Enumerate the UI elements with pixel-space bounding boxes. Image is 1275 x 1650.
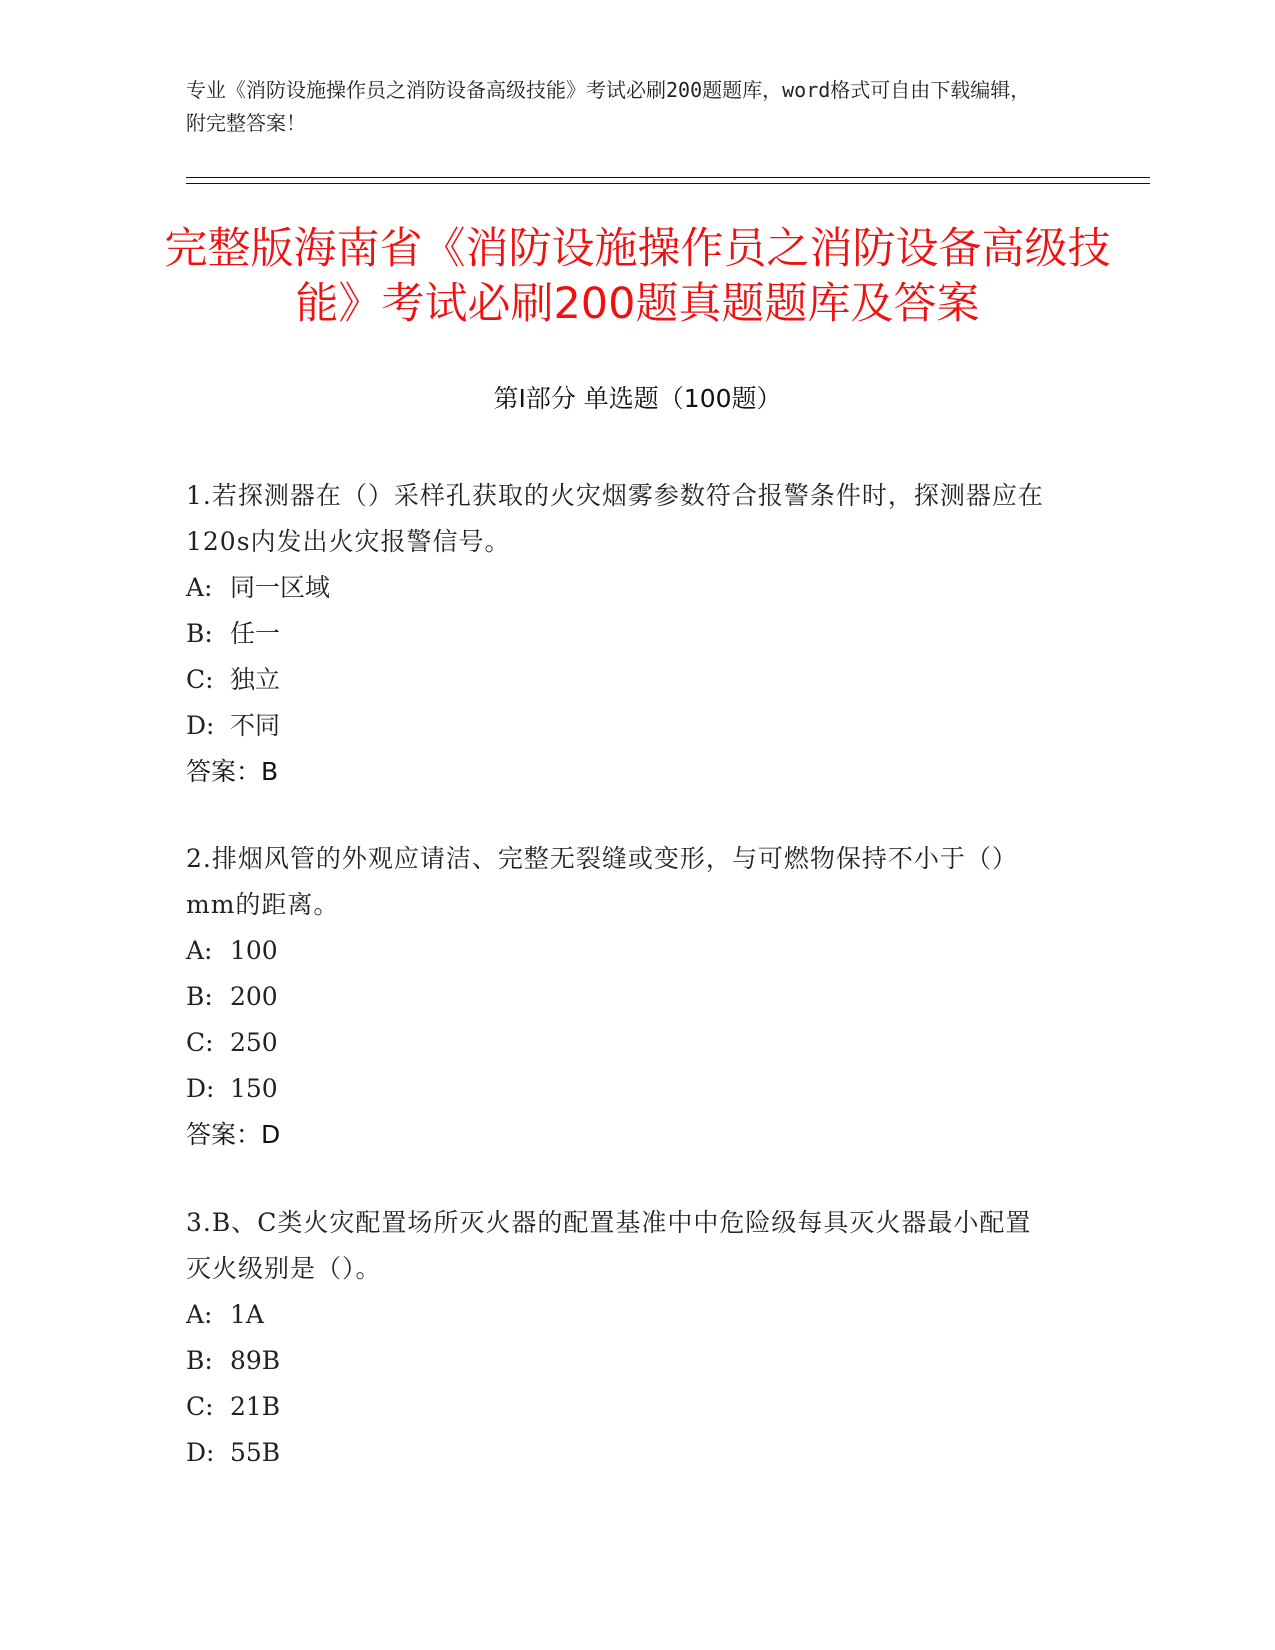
option-letter: A: (186, 573, 213, 602)
option-text: 250 (230, 1028, 278, 1057)
option-d (186, 1066, 1056, 1112)
section-heading: 第Ⅰ部分 单选题（100题） (493, 384, 782, 413)
option-letter: D: (186, 711, 215, 740)
document-title: 完整版海南省《消防设施操作员之消防设备高级技能》考试必刷200题真题题库及答案 (164, 224, 1111, 329)
option-text: 150 (230, 1074, 278, 1103)
option-letter: C: (186, 1028, 214, 1057)
header-divider-bottom (186, 183, 1150, 184)
option-c (186, 1384, 1056, 1430)
header-divider-top (186, 177, 1150, 178)
option-letter: B: (186, 982, 213, 1011)
option-letter: B: (186, 619, 213, 648)
option-letter: D: (186, 1074, 215, 1103)
option-text: 任一 (230, 619, 281, 648)
option-b (186, 974, 1056, 1020)
option-a (186, 565, 1056, 611)
answer-line: 答案：D (186, 1120, 281, 1149)
option-letter: D: (186, 1438, 215, 1467)
question-3 (186, 1200, 1056, 1476)
option-letter: C: (186, 665, 214, 694)
option-d (186, 703, 1056, 749)
question-1 (186, 473, 1056, 795)
option-d (186, 1430, 1056, 1476)
option-c (186, 1020, 1056, 1066)
option-c (186, 657, 1056, 703)
option-letter: A: (186, 936, 213, 965)
question-2 (186, 836, 1056, 1158)
option-text: 89B (230, 1346, 281, 1375)
option-letter: C: (186, 1392, 214, 1421)
option-b (186, 611, 1056, 657)
option-b (186, 1338, 1056, 1384)
option-text: 1A (230, 1300, 264, 1329)
option-letter: A: (186, 1300, 213, 1329)
option-text: 同一区域 (230, 573, 331, 602)
answer-line: 答案：B (186, 757, 279, 786)
option-text: 独立 (230, 665, 281, 694)
option-text: 200 (230, 982, 278, 1011)
option-a (186, 928, 1056, 974)
option-text: 55B (230, 1438, 281, 1467)
option-text: 不同 (230, 711, 281, 740)
option-text: 100 (230, 936, 278, 965)
option-a (186, 1292, 1056, 1338)
option-text: 21B (230, 1392, 281, 1421)
question-stem: 1.若探测器在（）采样孔获取的火灾烟雾参数符合报警条件时，探测器应在120s内发出火灾报警信号。 (186, 481, 1044, 556)
option-letter: B: (186, 1346, 213, 1375)
question-stem: 2.排烟风管的外观应请洁、完整无裂缝或变形，与可燃物保持不小于（）mm的距离。 (186, 844, 1018, 919)
header-note: 专业《消防设施操作员之消防设备高级技能》考试必刷200题题库，word格式可自由下载编辑，附完整答案！ (186, 78, 1031, 135)
question-stem: 3.B、C类火灾配置场所灭火器的配置基准中中危险级每具灭火器最小配置灭火级别是（）。 (186, 1208, 1032, 1283)
